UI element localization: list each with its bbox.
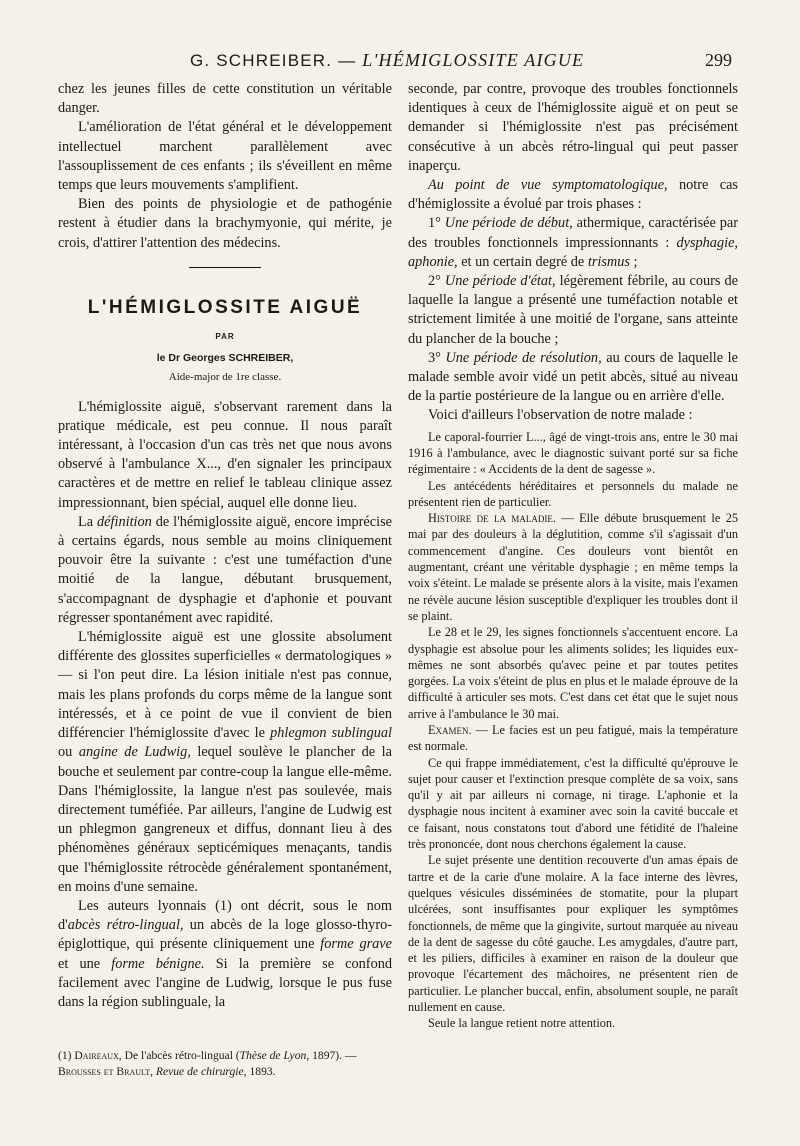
page-number: 299 xyxy=(705,50,732,70)
author-name: le Dr Georges SCHREIBER, xyxy=(156,352,294,365)
running-head-author: G. SCHREIBER. xyxy=(190,51,333,70)
body-paragraph: La définition de l'hémiglossite aiguë, encore imprécise à certains égards, nous semble au moins cliniquement pouvoir être la suivante : c'est une tuméfaction d'une moitié de la langue, débutant brusquement, s'accompagnant de dysphagie et d'aphonie et pouvant régresser spontanément avec rapidité. xyxy=(58,513,392,626)
emphasis: définition xyxy=(97,513,152,530)
phase-paragraph: 1° Une période de début, athermique, caractérisée par des troubles fonctionnels impressionnants : dysphagie, aphonie, et un certain degré de trismus ; xyxy=(408,215,738,270)
running-head-dash: — xyxy=(332,51,363,70)
body-paragraph: Voici d'ailleurs l'observation de notre malade : xyxy=(428,407,693,424)
footnote-author: Brousses et Brault xyxy=(58,1065,151,1078)
footnote-author: Daireaux xyxy=(74,1049,119,1062)
author-role: Aide-major de 1re classe. xyxy=(168,371,282,384)
article-title: L'HÉMIGLOSSITE AIGUË xyxy=(87,296,363,318)
body-paragraph: Au point de vue symptomatologique, notre cas d'hémiglossite a évolué par trois phases : xyxy=(408,177,738,213)
body-paragraph: L'hémiglossite aiguë, s'observant rarement dans la pratique médicale, est peu connue. Il nous paraît intéressant, à l'occasion d'un cas très net que nous avons observé à l'ambulance X..., d'en signaler les principaux caractères et de mettre en relief le tableau clinique assez impressionnant, bien spécial, auquel elle donne lieu. xyxy=(58,398,392,511)
observation-paragraph: Le 28 et le 29, les signes fonctionnels s'accentuent encore. La dysphagie est absolue pour les aliments solides; les liquides eux-mêmes ne sont absorbés qu'avec peine et par toutes petites gorgées. La voix s'éteint de plus en plus et le malade éprouve de la difficulté à articuler ses mots. C'est dans cet état que le sujet nous arrive à l'ambulance le 30 mai. xyxy=(408,625,738,721)
phase-paragraph: 3° Une période de résolution, au cours de laquelle le malade semble avoir vidé un petit abcès, situé au niveau de la partie postérieure de la langue ou en arrière d'elle. xyxy=(408,349,738,405)
right-column xyxy=(408,80,738,1032)
running-head xyxy=(190,50,584,71)
phase-paragraph: 2° Une période d'état, légèrement fébrile, au cours de laquelle la langue a présenté une tuméfaction notable et strictement limitée à une moitié de l'organe, sans atteinte du plancher de la bouche ; xyxy=(408,273,738,347)
observation-paragraph: Seule la langue retient notre attention. xyxy=(428,1016,616,1031)
body-paragraph: L'hémiglossite aiguë est une glossite absolument différente des glossites superficielles « dermatologiques » — si l'on peut dire. La lésion initiale n'est pas connue, mais les plans profonds du corps même de la langue sont intéressés, et à ce point de vue il convient de bien différencier l'hémiglossite d'avec le phlegmon sublingual ou angine de Ludwig, lequel soulève le plancher de la bouche et seulement par contre-coup la langue elle-même. Dans l'hémiglossite, la langue n'est pas soulevée, mais directement tuméfiée. Par ailleurs, l'angine de Ludwig est un phlegmon gangreneux et diffus, donnant lieu à des phénomènes généraux septicémiques menaçants, tandis que l'hémiglossite rétrocède généralement spontanément, en moins d'une semaine. xyxy=(58,629,392,895)
footnote: (1) Daireaux, De l'abcès rétro-lingual (Thèse de Lyon, 1897). — Brousses et Brault, Revue de chirurgie, 1893. xyxy=(58,1049,357,1078)
observation-paragraph: Les antécédents héréditaires et personnels du malade ne présentent rien de particulier. xyxy=(408,478,738,509)
running-head-title: L'HÉMIGLOSSITE AIGUE xyxy=(362,50,585,70)
body-paragraph: Les auteurs lyonnais (1) ont décrit, sous le nom d'abcès rétro-lingual, un abcès de la loge glosso-thyro-épiglottique, qui présente cliniquement une forme grave et une forme bénigne. Si la première se confond facilement avec l'angine de Ludwig, lorsque le pus fuse dans la région sublinguale, la xyxy=(58,897,393,1010)
emphasis: Au point de vue symptomatologique, xyxy=(428,177,668,194)
emphasis: forme bénigne. xyxy=(111,955,205,972)
emphasis: abcès rétro-lingual, xyxy=(67,917,184,934)
emphasis: angine de Ludwig, xyxy=(78,744,191,761)
prev-article-paragraph: Bien des points de physiologie et de pathogénie restent à étudier dans la brachymyonie, qui mérite, je crois, d'attirer l'attention des médecins. xyxy=(58,196,392,251)
byline-par: PAR xyxy=(215,332,235,342)
observation-paragraph: Le caporal-fourrier L..., âgé de vingt-trois ans, entre le 30 mai 1916 à l'ambulance, avec le diagnostic suivant porté sur sa fiche régimentaire : « Accidents de la dent de sagesse ». xyxy=(408,429,738,477)
observation-block xyxy=(408,429,738,1032)
page-header xyxy=(0,50,800,78)
observation-paragraph: Ce qui frappe immédiatement, c'est la difficulté qu'éprouve le sujet pour causer et l'extinction presque complète de sa voix, sans qu'il y ait par ailleurs ni cornage, ni tirage. L'aphonie et la dysphagie nous incitent à examiner avec soin la cavité buccale et ce faisant, nous constatons tout d'abord une fétidité de l'haleine très prononcée, dont nous cherchons également la cause. xyxy=(408,755,738,852)
section-divider xyxy=(189,267,261,268)
section-head: Histoire de la maladie. xyxy=(428,511,556,526)
observation-paragraph: Examen. — Le facies est un peu fatigué, mais la température est normale. xyxy=(408,723,738,754)
section-head: Examen. xyxy=(428,723,472,737)
prev-article-paragraph: chez les jeunes filles de cette constitution un véritable danger. xyxy=(58,81,392,117)
observation-paragraph: Le sujet présente une dentition recouverte d'un amas épais de tartre et de la carie d'une molaire. A la face interne des lèvres, quelques vésicules disséminées de stomatite, pour la plupart ulcérées, sont insuffisantes pour expliquer les symptômes fonctionnels, de même que la gingivite, surtout marquée au niveau de la dent de sagesse du côté gauche. Les amygdales, d'autre part, et les piliers, difficiles à examiner en raison de la douleur que provoque l'écartement des mâchoires, ne présentent rien de particulier. Le plancher buccal, enfin, absolument souple, ne paraît nullement en cause. xyxy=(408,853,738,1015)
emphasis: phlegmon sublingual xyxy=(270,725,392,742)
prev-article-paragraph: L'amélioration de l'état général et le développement intellectuel marchent parallèlement avec l'assouplissement de ces enfants ; ils s'éveillent en même temps que leurs mouvements s'amplifient. xyxy=(58,119,392,194)
body-paragraph: seconde, par contre, provoque des troubles fonctionnels identiques à ceux de l'hémiglossite aiguë et on peut se demander si l'hémiglossite n'est pas précisément consécutive à un abcès rétro-lingual qui peut passer inaperçu. xyxy=(408,81,738,174)
observation-paragraph: Histoire de la maladie. — Elle débute brusquement le 25 mai par des douleurs à la déglutition, comme s'il s'agissait d'un commencement d'angine. Ces douleurs vont bientôt en augmentant, créant une véritable dysphagie ; en même temps la voix s'éteint. Le malade se présente alors à la visite, mais l'examen ne révèle aucune lésion susceptible d'expliquer les troubles dont il se plaint. xyxy=(408,511,739,623)
left-column xyxy=(58,80,392,1012)
emphasis: forme grave xyxy=(320,936,392,953)
